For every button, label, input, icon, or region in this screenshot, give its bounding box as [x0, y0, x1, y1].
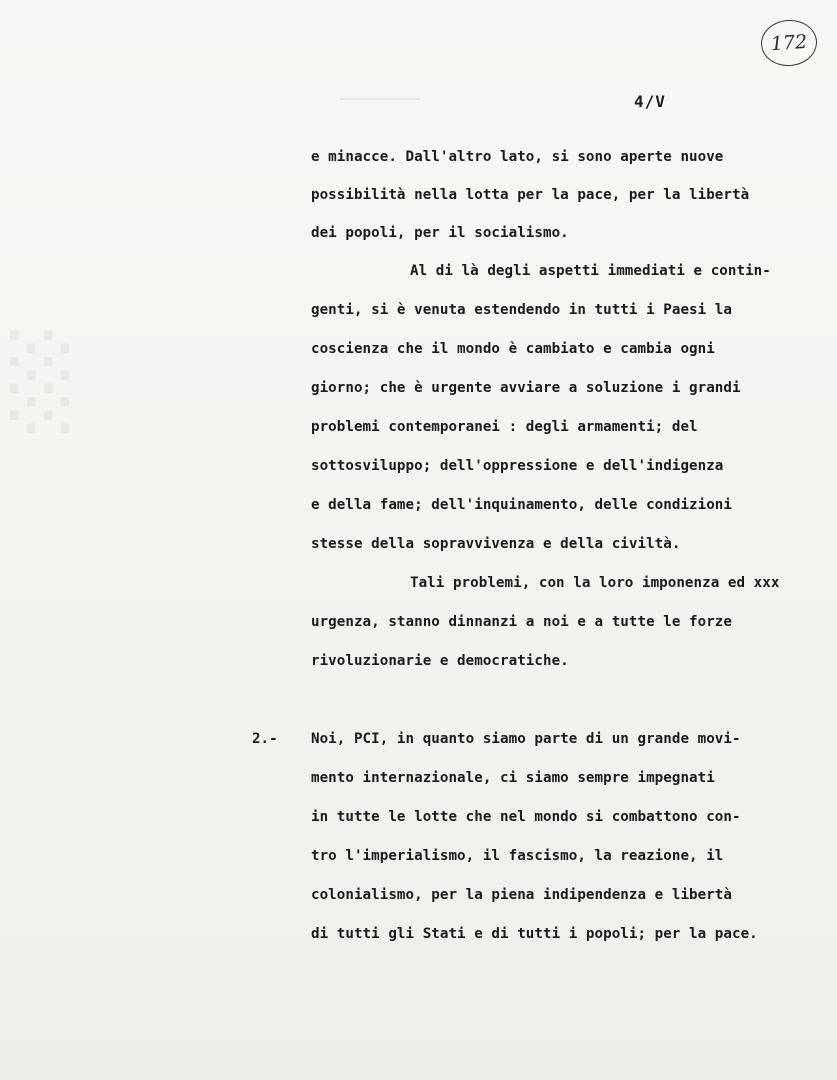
text-line: sottosviluppo; dell'oppressione e dell'indigenza [311, 458, 724, 474]
archive-stamp: 172 [759, 18, 818, 68]
text-line: stesse della sopravvivenza e della civiltà. [311, 536, 681, 552]
text-line: e della fame; dell'inquinamento, delle condizioni [311, 497, 732, 513]
text-line: coscienza che il mondo è cambiato e cambia ogni [311, 341, 715, 357]
text-line: tro l'imperialismo, il fascismo, la reazione, il [311, 848, 724, 864]
text-line: mento internazionale, ci siamo sempre impegnati [311, 770, 715, 786]
text-line: Al di là degli aspetti immediati e contin- [410, 263, 771, 279]
text-line: urgenza, stanno dinnanzi a noi e a tutte le forze [311, 614, 732, 630]
text-line: genti, si è venuta estendendo in tutti i Paesi la [311, 302, 732, 318]
show-through-texture [10, 330, 78, 433]
text-line: possibilità nella lotta per la pace, per la libertà [311, 187, 750, 203]
text-line: colonialismo, per la piena indipendenza e libertà [311, 887, 732, 903]
text-line: Tali problemi, con la loro imponenza ed xxx [410, 575, 780, 591]
text-line: problemi contemporanei : degli armamenti; del [311, 419, 698, 435]
text-line: e minacce. Dall'altro lato, si sono aperte nuove [311, 149, 724, 165]
faint-mark [340, 98, 420, 100]
text-line: giorno; che è urgente avviare a soluzione i grandi [311, 380, 741, 396]
text-line: dei popoli, per il socialismo. [311, 225, 569, 241]
page-number: 4/V [634, 92, 666, 111]
section-number: 2.- [252, 731, 278, 747]
text-line: in tutte le lotte che nel mondo si combattono con- [311, 809, 741, 825]
text-line: rivoluzionarie e democratiche. [311, 653, 569, 669]
text-line: di tutti gli Stati e di tutti i popoli; per la pace. [311, 926, 758, 942]
text-line: Noi, PCI, in quanto siamo parte di un grande movi- [311, 731, 741, 747]
